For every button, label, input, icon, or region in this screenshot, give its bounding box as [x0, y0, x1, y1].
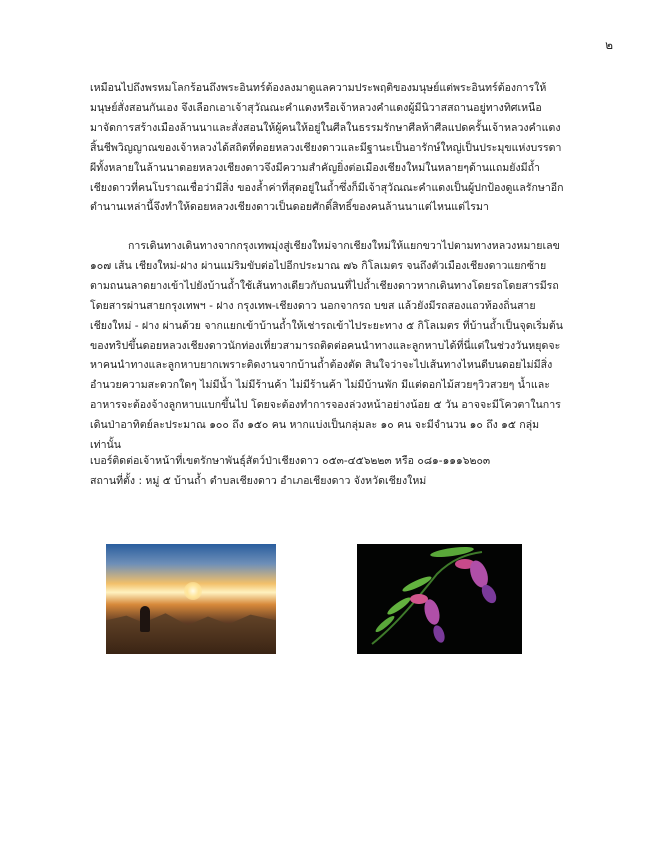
text-line: อำนวยความสะดวกใดๆ ไม่มีน้ำ ไม่มีร้านค้า ไม่มีร้านค้า ไม่มีบ้านพัก มีแต่ดอกไม้สวยๆวิวสวยๆ น้ำและ — [90, 379, 550, 392]
orchid-illustration — [357, 544, 522, 654]
text-line: ของทริปขึ้นดอยหลวงเชียงดาวนักท่องเที่ยวสามารถติดต่อคนนำทางและลูกหาบได้ที่นี่แต่ในช่วงวันหยุดจะ — [90, 339, 561, 352]
location-address: สถานที่ตั้ง : หมู่ ๕ บ้านถ้ำ ตำบลเชียงดาว อำเภอเชียงดาว จังหวัดเชียงใหม่ — [90, 474, 427, 487]
hiker-silhouette — [140, 606, 150, 632]
paragraph-legend — [90, 79, 570, 218]
text-line: ผีทั้งหลายในล้านนาดอยหลวงเชียงดาวจึงมีความสำคัญยิ่งต่อเมืองเชียงใหม่ในหลายๆด้านแถมยังมีถ้ำ — [90, 161, 541, 174]
contact-phone: เบอร์ติดต่อเจ้าหน้าที่เขตรักษาพันธุ์สัตว์ป่าเชียงดาว ๐๕๓-๔๕๖๒๒๓ หรือ ๐๘๑-๑๑๑๖๒๐๓ — [90, 455, 491, 467]
paragraph-travel — [90, 237, 570, 456]
mountain-ridge-shape — [106, 606, 276, 654]
text-line: สิ้นชีพวิญญาณของเจ้าหลวงได้สถิตที่ดอยหลวงเชียงดาวและมีฐานะเป็นอารักษ์ใหญ่เป็นประมุขแห่งบรรดา — [90, 141, 562, 154]
text-line: โดยสารผ่านสายกรุงเทพฯ - ฝาง กรุงเทพ-เชียงดาว นอกจากรถ บขส แล้วยังมีรถสองแถวท้องถิ่นสาย — [90, 299, 536, 312]
text-line: ๑๐๗ เส้น เชียงใหม่-ฝาง ผ่านแม่ริมขับต่อไปอีกประมาณ ๗๖ กิโลเมตร จนถึงตัวเมืองเชียงดาวแยกซ้าย — [90, 259, 547, 272]
text-line: เดินป่าอาทิตย์ละประมาณ ๑๐๐ ถึง ๑๕๐ คน หากแบ่งเป็นกลุ่มละ ๑๐ คน จะมีจำนวน ๑๐ ถึง ๑๕ กลุ่ม — [90, 419, 540, 432]
sun-shape — [184, 582, 202, 600]
text-line: มาจัดการสร้างเมืองล้านนาและสั่งสอนให้ผู้คนให้อยู่ในศีลในธรรมรักษาศีลห้าศีลแปดครั้นเจ้าหลวงคำแดง — [90, 121, 561, 134]
text-line: เชียงใหม่ - ฝาง ผ่านด้วย จากแยกเข้าบ้านถ้ำให้เช่ารถเข้าไประยะทาง ๕ กิโลเมตร ที่บ้านถ้ำเป็นจุดเริ่มต้น — [90, 319, 563, 332]
sunrise-mountain-photo — [106, 544, 276, 654]
text-line: เท่านั้น — [90, 439, 122, 452]
text-line: ตำนานเหล่านี้จึงทำให้ดอยหลวงเชียงดาวเป็นดอยศักดิ์สิทธิ์ของคนล้านนาแต่ไหนแต่ไรมา — [90, 201, 489, 214]
text-line: เชียงดาวที่คนโบราณเชื่อว่ามีสิ่ง ของล้ำค่าที่สุดอยู่ในถ้ำซึ่งก็มีเจ้าสุวัณณะคำแดงเป็นผู้ปกป้องดูแลรักษาอีก — [90, 181, 564, 194]
orchid-flower-photo — [357, 544, 522, 654]
text-line: การเดินทางเดินทางจากกรุงเทพมุ่งสู่เชียงใหม่จากเชียงใหม่ให้แยกขวาไปตามทางหลวงหมายเลข — [128, 240, 560, 252]
text-line: ตามถนนลาดยางเข้าไปยังบ้านถ้ำใช้เส้นทางเดียวกับถนนที่ไปถ้ำเชียงดาวหากเดินทางโดยรถโดยสารมีรถ — [90, 279, 559, 292]
text-line: เหมือนไปถึงพรหมโลกร้อนถึงพระอินทร์ต้องลงมาดูแลความประพฤติของมนุษย์แต่พระอินทร์ต้องการให้ — [90, 82, 547, 94]
text-line: หาคนนำทางและลูกหาบยากเพราะติดงานจากบ้านถ้ำต้องตัด สินใจว่าจะไปเส้นทางไหนดีบนดอยไม่มีสิ่ง — [90, 359, 553, 372]
text-line: อาหารจะต้องจ้างลูกหาบแบกขึ้นไป โดยจะต้องทำการจองล่วงหน้าอย่างน้อย ๕ วัน อาจจะมีโควตาในการ — [90, 399, 561, 412]
contact-block — [90, 452, 570, 492]
page-number: ๒ — [605, 38, 613, 52]
text-line: มนุษย์สั่งสอนกันเอง จึงเลือกเอาเจ้าสุวัณณะคำแดงหรือเจ้าหลวงคำแดงผู้มีนิวาสสถานอยู่ทางทิศเหนือ — [90, 101, 542, 114]
